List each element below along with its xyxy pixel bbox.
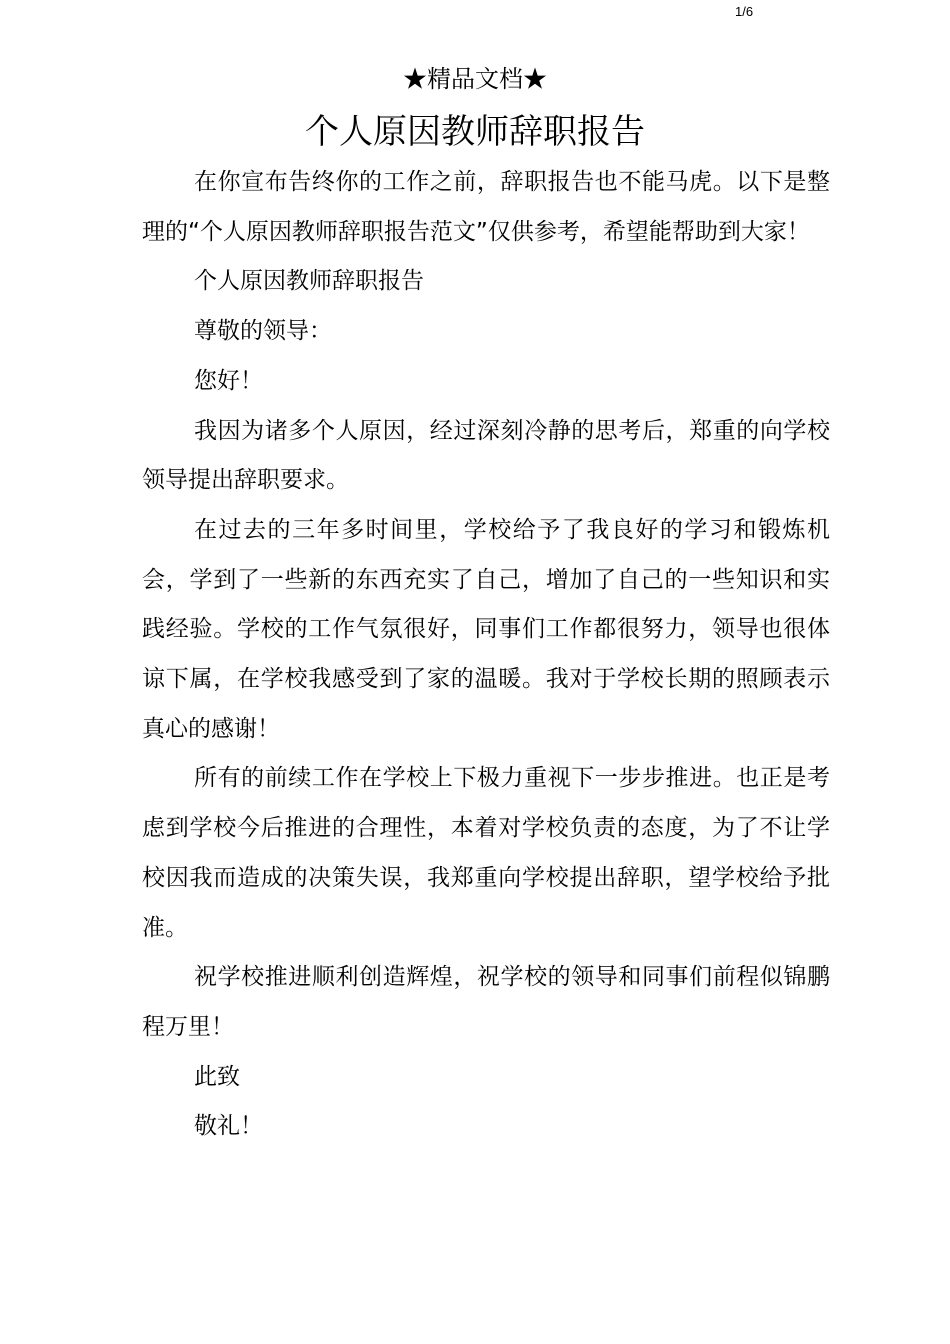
- document-title: 个人原因教师辞职报告: [305, 112, 645, 152]
- header-mark: ★精品文档★: [403, 65, 547, 93]
- paragraph-closing: 此致: [194, 1063, 240, 1090]
- paragraph-request: 我因为诸多个人原因，经过深刻冷静的思考后，郑重的向学校领导提出辞职要求。: [142, 417, 830, 494]
- paragraph-intro: 在你宣布告终你的工作之前，辞职报告也不能马虎。以下是整理的“个人原因教师辞职报告范文”仅供参考，希望能帮助到大家！: [142, 169, 830, 245]
- paragraph-reason: 所有的前续工作在学校上下极力重视下一步步推进。也正是考虑到学校今后推进的合理性，本着对学校负责的态度，为了不让学校因我而造成的决策失误，我郑重向学校提出辞职，望学校给予批准。: [142, 765, 830, 941]
- paragraph-regards: 敬礼！: [194, 1113, 263, 1140]
- paragraph-wishes: 祝学校推进顺利创造辉煌，祝学校的领导和同事们前程似锦鹏程万里！: [142, 964, 830, 1040]
- paragraph-subtitle: 个人原因教师辞职报告: [194, 268, 424, 295]
- document-body: [142, 158, 830, 1152]
- paragraph-salutation: 尊敬的领导：: [194, 318, 332, 345]
- page-number: 1/6: [735, 4, 754, 19]
- paragraph-greeting: 您好！: [194, 367, 263, 394]
- paragraph-gratitude: 在过去的三年多时间里，学校给予了我良好的学习和锻炼机会，学到了一些新的东西充实了自己，增加了自己的一些知识和实践经验。学校的工作气氛很好，同事们工作都很努力，领导也很体谅下属，在学校我感受到了家的温暖。我对于学校长期的照顾表示真心的感谢！: [142, 516, 830, 742]
